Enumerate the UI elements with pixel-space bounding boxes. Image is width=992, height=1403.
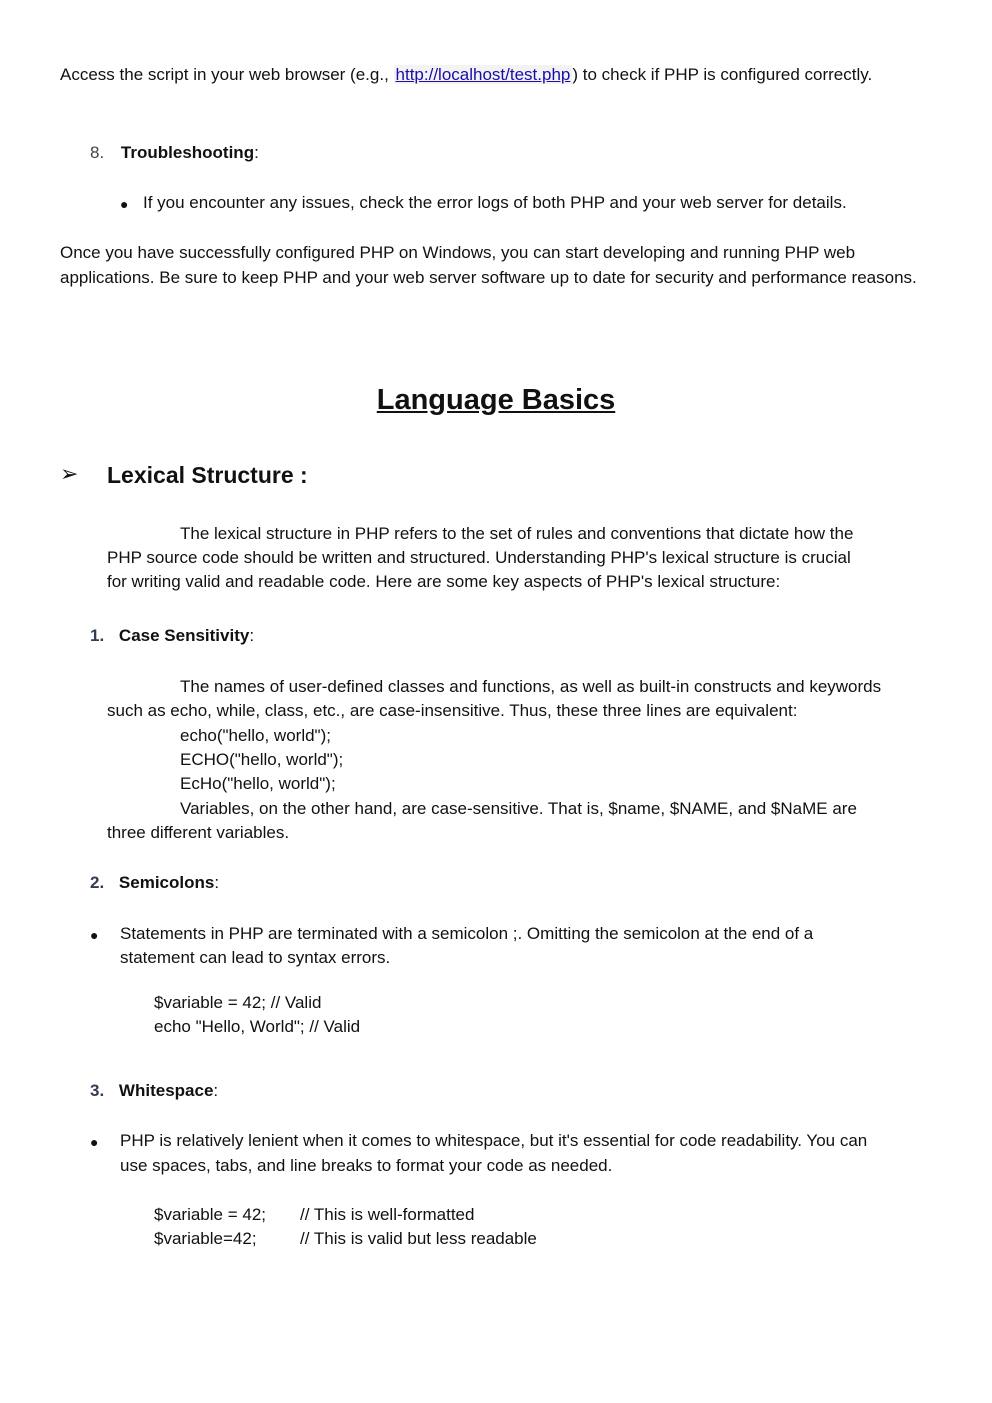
code-line: $variable = 42; // Valid xyxy=(154,993,322,1012)
closing-paragraph: Once you have successfully configured PHP on Windows, you can start developing and running PHP web applications. Be sure to keep PHP and your web server software up to date for security and performance reasons. xyxy=(60,243,917,287)
list-number: 1. xyxy=(90,626,105,645)
list-number: 2. xyxy=(90,873,105,892)
page-title: Language Basics xyxy=(376,384,616,416)
code-line: echo "Hello, World"; // Valid xyxy=(154,1017,361,1036)
code-comment: // This is well-formatted xyxy=(300,1205,475,1224)
list-number: 3. xyxy=(90,1081,105,1100)
heading-colon: : xyxy=(249,626,255,645)
case-text-line-2: such as echo, while, class, etc., are case-insensitive. Thus, these three lines are equivalent: xyxy=(107,701,798,720)
bullet-icon: ● xyxy=(90,1134,99,1150)
whitespace-title: Whitespace xyxy=(118,1081,214,1100)
bullet-icon: ● xyxy=(90,927,99,943)
case-sensitivity-heading xyxy=(90,624,254,649)
semicolons-bullet-line-1: Statements in PHP are terminated with a semicolon ;. Omitting the semicolon at the end of a xyxy=(120,924,814,943)
bullet-icon: ● xyxy=(120,196,129,212)
code-line-left: $variable=42; xyxy=(154,1229,257,1248)
code-line-left: $variable = 42; xyxy=(154,1205,266,1224)
intro-paragraph xyxy=(60,63,932,88)
case-text-line-3: Variables, on the other hand, are case-sensitive. That is, $name, $NAME, and $NaME are xyxy=(180,799,857,818)
semicolons-bullet-line-2: statement can lead to syntax errors. xyxy=(120,948,391,967)
list-number: 8. xyxy=(90,143,105,162)
lexical-intro-line-3: for writing valid and readable code. Here are some key aspects of PHP's lexical structure: xyxy=(107,572,781,591)
semicolons-title: Semicolons xyxy=(118,873,215,892)
code-line: echo("hello, world"); xyxy=(180,726,331,745)
arrow-bullet-icon: ➢ xyxy=(60,461,79,486)
lexical-intro-line-2: PHP source code should be written and structured. Understanding PHP's lexical structure is crucial xyxy=(107,548,851,567)
troubleshooting-title: Troubleshooting xyxy=(120,143,255,162)
intro-text-after: ) to check if PHP is configured correctly. xyxy=(572,65,873,84)
troubleshooting-bullet-text: If you encounter any issues, check the error logs of both PHP and your web server for details. xyxy=(143,193,847,212)
semicolons-heading xyxy=(90,871,219,896)
case-sensitivity-title: Case Sensitivity xyxy=(118,626,250,645)
heading-colon: : xyxy=(254,143,259,162)
lexical-intro-line-1: The lexical structure in PHP refers to the set of rules and conventions that dictate how the xyxy=(180,524,854,543)
localhost-link[interactable]: http://localhost/test.php xyxy=(395,65,571,84)
case-text-line-1: The names of user-defined classes and functions, as well as built-in constructs and keywords xyxy=(180,677,882,696)
heading-colon: : xyxy=(213,1081,219,1100)
code-comment: // This is valid but less readable xyxy=(300,1229,537,1248)
case-text-line-4: three different variables. xyxy=(107,823,290,842)
intro-text-before: Access the script in your web browser (e.g., xyxy=(60,65,394,84)
heading-colon: : xyxy=(214,873,220,892)
whitespace-bullet-line-1: PHP is relatively lenient when it comes to whitespace, but it's essential for code readability. You can xyxy=(120,1131,868,1150)
whitespace-bullet-line-2: use spaces, tabs, and line breaks to format your code as needed. xyxy=(120,1156,613,1175)
lexical-structure-heading: Lexical Structure : xyxy=(107,462,308,488)
code-line: ECHO("hello, world"); xyxy=(180,750,344,769)
whitespace-heading xyxy=(90,1079,218,1104)
troubleshooting-heading xyxy=(90,141,259,166)
code-line: EcHo("hello, world"); xyxy=(180,774,336,793)
